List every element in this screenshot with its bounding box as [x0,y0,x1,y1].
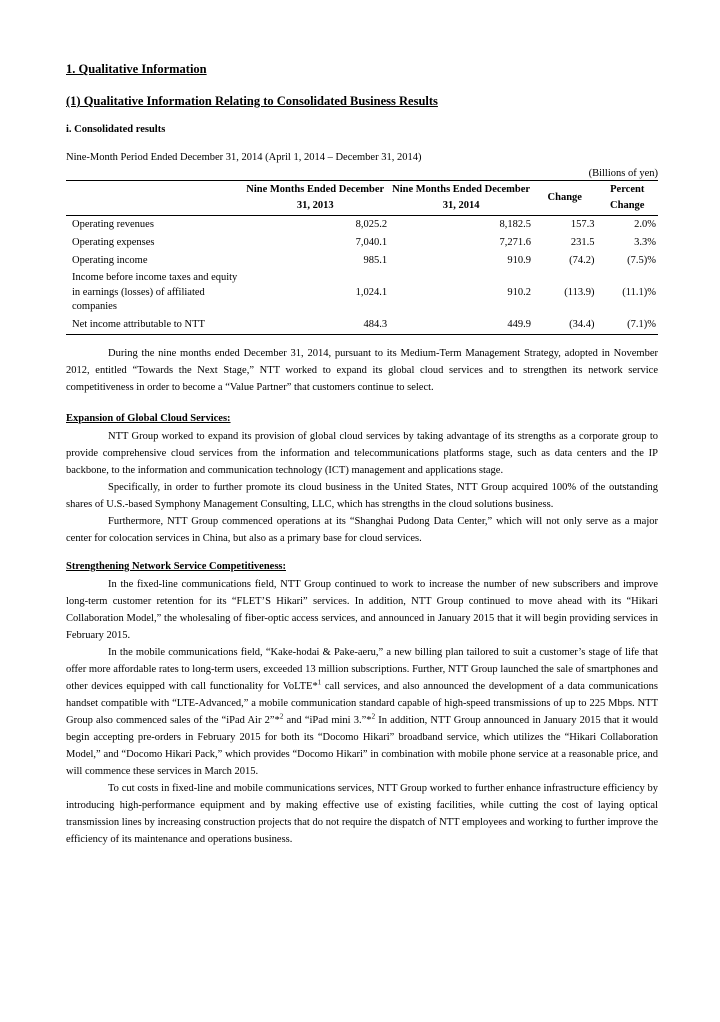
value-2014: 7,271.6 [499,236,532,248]
header-blank [66,181,241,216]
table-row [66,234,658,252]
cloud-services-heading: Expansion of Global Cloud Services: [66,413,231,424]
network-competitiveness-section [66,576,658,848]
value-2013: 1,024.1 [355,286,388,298]
mobile-paragraph: In the mobile communications field, “Kake-hodai & Pake-aeru,” a new billing plan tailored to suit a customer’s stage of life that offer more affordable rates to long-term users, exceeded 13 million subscriptions. Further, NTT Group launched the sale of smartphones and other devices equipped with call functionality for VoLTE*$^1$ call services, and also announced the development of a data communications handset compatible with “LTE-Advanced,” a mobile communication standard capable of high-speed transmissions of up to 225 Mbps. NTT Group also commenced sales of the “iPad Air 2”*$^2$ and “iPad mini 3.”*$^2$ In addition, NTT Group announced in January 2015 that it would begin accepting pre-orders in February 2015 for both its “Docomo Hikari” broadband service, which utilizes the “Hikari Collaboration Model,” and “Docomo Hikari Pack,” which provides “Docomo Hikari” in combination with mobile phone service at a reasonable price, and will commence these services in March 2015. [66,647,659,777]
table-row [66,316,658,335]
row-label: Operating revenues [72,218,154,230]
header-percent-change: Percent Change [610,184,645,211]
intro-paragraph-block [66,345,658,396]
period-label: Nine-Month Period Ended December 31, 2014 (April 1, 2014 – December 31, 2014) [66,152,422,163]
cost-reduction-paragraph: To cut costs in fixed-line and mobile communications services, NTT Group worked to further enhance infrastructure efficiency by introducing high-performance equipment and by making effective use of existing facilities, while cutting the cost of laying optical transmission lines by increasing construction projects that do not require the dispatch of NTT employees and working to further improve the efficiency of its maintenance and operations business. [66,783,658,845]
value-percent-change: (11.1)% [622,286,656,298]
value-2013: 7,040.1 [355,236,388,248]
unit-label: (Billions of yen) [588,168,658,179]
value-2013: 985.1 [363,254,388,266]
row-label: Operating income [72,254,148,266]
value-change: (113.9) [564,286,595,298]
value-2014: 910.2 [507,286,532,298]
row-label: Net income attributable to NTT [72,318,205,330]
cloud-services-section [66,428,658,547]
intro-paragraph: During the nine months ended December 31, 2014, pursuant to its Medium-Term Management Strategy, adopted in November 2012, entitled “Towards the Next Stage,” NTT worked to expand its global cloud services and to strengthen its network service competitiveness in order to become a “Value Partner” that customers continue to select. [66,348,658,393]
cloud-paragraph: NTT Group worked to expand its provision of global cloud services by taking advantage of its strengths as a corporate group to provide comprehensive cloud services from the information and telecommunications platforms stage, such as data centers and the IP backbone, to the information and communication technology (ICT) management and applications stage. [66,431,658,476]
header-change: Change [547,192,582,203]
table-header-row [66,181,658,216]
section-title: 1. Qualitative Information [66,62,207,76]
value-change: (74.2) [569,254,595,266]
value-2014: 910.9 [507,254,532,266]
header-nine-months-2014: Nine Months Ended December 31, 2014 [392,184,531,211]
row-label: Income before income taxes and equity in earnings (losses) of affiliated companies [72,272,238,313]
value-2014: 449.9 [507,318,532,330]
value-percent-change: 2.0% [634,218,656,230]
fixed-line-paragraph: In the fixed-line communications field, NTT Group continued to work to increase the number of new subscribers and improve long-term customer retention for its “FLET’S Hikari” services. In addition, NTT Group continued to move ahead with its “Hikari Collaboration Model,” the wholesaling of fiber-optic access services, and announced in January 2015 that it will begin providing services in February 2015. [66,579,658,641]
cloud-paragraph: Furthermore, NTT Group commenced operations at its “Shanghai Pudong Data Center,” which will not only serve as a major center for colocation services in China, but also as a primary base for cloud services. [66,516,658,544]
value-2014: 8,182.5 [499,218,532,230]
consolidated-results-table [66,180,658,335]
value-2013: 8,025.2 [355,218,388,230]
network-competitiveness-heading: Strengthening Network Service Competitiveness: [66,561,286,572]
value-change: 157.3 [570,218,595,230]
value-change: (34.4) [569,318,595,330]
consolidated-results-heading: i. Consolidated results [66,124,166,135]
table-row [66,216,658,235]
value-percent-change: (7.5)% [627,254,656,266]
header-nine-months-2013: Nine Months Ended December 31, 2013 [246,184,385,211]
value-percent-change: (7.1)% [627,318,656,330]
subsection-title: (1) Qualitative Information Relating to Consolidated Business Results [66,94,438,108]
table-row [66,252,658,270]
value-percent-change: 3.3% [634,236,656,248]
table-row [66,270,658,316]
value-change: 231.5 [570,236,595,248]
cloud-paragraph: Specifically, in order to further promote its cloud business in the United States, NTT Group acquired 100% of the outstanding shares of U.S.-based Symphony Management Consulting, LLC, which has strengths in the cloud solutions business. [66,482,658,510]
row-label: Operating expenses [72,236,155,248]
value-2013: 484.3 [363,318,388,330]
